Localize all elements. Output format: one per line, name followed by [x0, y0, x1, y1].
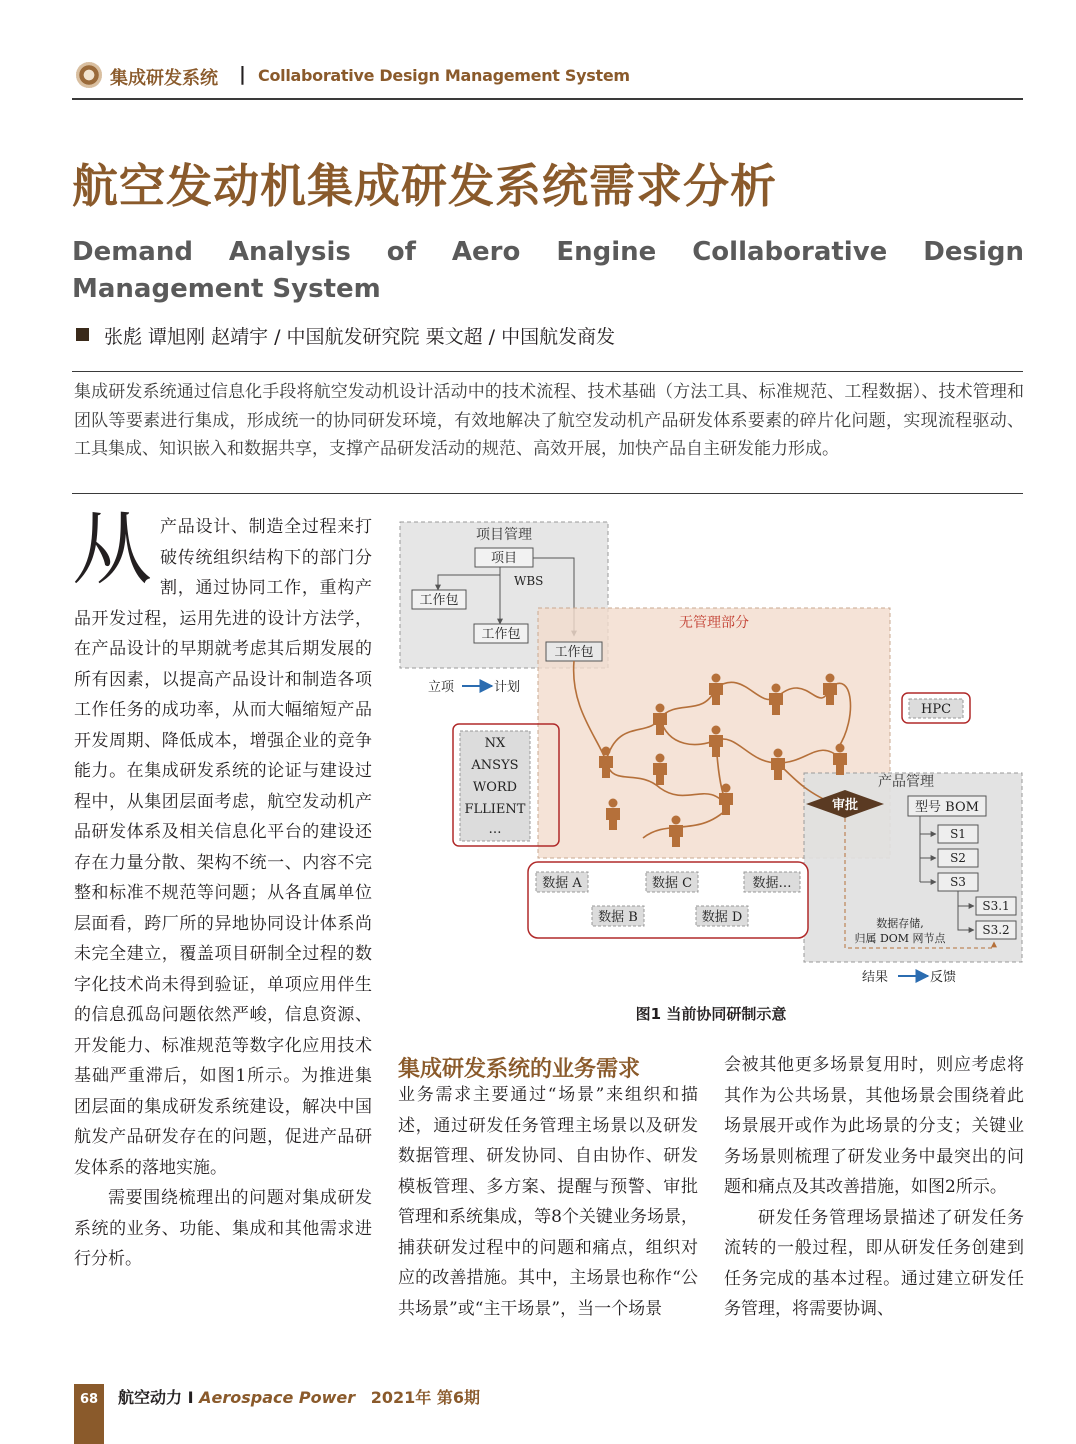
journal-name-cn: 航空动力 [118, 1388, 183, 1407]
hpc-text: HPC [920, 702, 952, 717]
page-number: 68 [79, 1392, 99, 1407]
figure-1-diagram [398, 518, 1026, 998]
paragraph: 会被其他更多场景复用时，则应考虑将其作为公共场景，其他场景会围绕着此场景展开或作为此场景的分支；关键业务场景则梳理了研发业务中最突出的问题和痛点及其改善措施，如图2所示。 [724, 1055, 1024, 1197]
storage-note-1: 数据存储, [876, 917, 924, 930]
column-2 [398, 1080, 698, 1324]
figure-caption: 图1 当前协同研制示意 [635, 1005, 787, 1023]
paragraph: 研发任务管理场景描述了研发任务流转的一般过程，即从研发任务创建到任务完成的基本过程。通过建立研发任务管理，将需要协调、 [724, 1207, 1024, 1319]
unmanaged-label: 无管理部分 [679, 615, 749, 631]
project-text: 项目 [490, 551, 518, 566]
flow-result-label: 结果 [862, 970, 889, 985]
paragraph [72, 503, 372, 1183]
section-separator: | [239, 63, 246, 85]
s2-text: S2 [950, 851, 966, 865]
product-mgmt-label: 产品管理 [878, 774, 934, 790]
column-3 [724, 1050, 1024, 1325]
storage-note-2: 归属 DOM 网节点 [854, 932, 946, 945]
work-package-text-2: 工作包 [481, 627, 521, 642]
tool-item: ANSYS [471, 758, 519, 773]
journal-name-en: Aerospace Power [199, 1388, 356, 1407]
flow-feedback-label: 反馈 [930, 970, 957, 985]
authors: 张彪 谭旭刚 赵靖宇 / 中国航发研究院 栗文超 / 中国航发商发 [104, 326, 616, 348]
s32-text: S3.2 [982, 923, 1010, 937]
author-marker-icon [76, 328, 89, 341]
paragraph-text: 产品设计、制造全过程来打破传统组织结构下的部门分割，通过协同工作，重构产品开发过程，运用先进的设计方法学，在产品设计的早期就考虑其后期发展的所有因素，以提高产品设计和制造各项工作任务的成功率，从而大幅缩短产品开发周期、降低成本，增强企业的竞争能力。在集成研发系统的论证与建设过程中，从集团层面考虑，航空发动机产品研发体系及相关信息化平台的建设还存在力量分散、架构不统一、内容不完整和标准不规范等问题；从各直属单位层面看，跨厂所的异地协同设计体系尚未完全建立，覆盖项目研制全过程的数字化技术尚未得到验证，单项应用伴生的信息孤岛问题依然严峻，信息资源、开发能力、标准规范等数字化应用技术基础严重滞后，如图1所示。为推进集团层面的集成研发系统建设，解决中国航发产品研发存在的问题，促进产品研发体系的落地实施。 [74, 517, 372, 1178]
wbs-label: WBS [514, 574, 544, 588]
s3-text: S3 [950, 875, 966, 889]
section-heading: 集成研发系统的业务需求 [398, 1057, 641, 1082]
header-rule [72, 98, 1023, 100]
work-package-text-3: 工作包 [554, 645, 594, 660]
work-package-text-1: 工作包 [419, 593, 459, 608]
column-1 [72, 503, 372, 1275]
data-c-text: 数据 C [651, 876, 693, 891]
tool-item: WORD [472, 780, 518, 795]
data-b-text: 数据 B [598, 910, 638, 925]
abstract-bottom-rule [72, 493, 1023, 494]
drop-cap: 从 [72, 503, 152, 596]
journal-footer [118, 1385, 480, 1408]
tool-item: FLLIENT [464, 802, 526, 817]
article-title-cn: 航空发动机集成研发系统需求分析 [72, 159, 777, 213]
paragraph: 业务需求主要通过“场景”来组织和描述，通过研发任务管理主场景以及研发数据管理、研发协同、自由协作、研发模板管理、多方案、提醒与预警、审批管理和系统集成，等8个关键业务场景，捕获研发过程中的问题和痛点，组织对应的改善措施。其中，主场景也称作“公共场景”或“主干场景”，当一个场景 [398, 1085, 698, 1319]
s31-text: S3.1 [982, 899, 1010, 913]
tool-item: NX [484, 736, 506, 751]
section-logo-icon [76, 62, 102, 88]
data-a-text: 数据 A [542, 876, 582, 891]
s1-text: S1 [950, 827, 966, 841]
abstract-top-rule [72, 371, 1023, 372]
tool-item: … [488, 822, 502, 837]
data-d-text: 数据 D [701, 910, 743, 925]
data-more-text: 数据… [752, 876, 792, 891]
journal-issue: 2021年 第6期 [370, 1388, 480, 1407]
abstract: 集成研发系统通过信息化手段将航空发动机设计活动中的技术流程、技术基础（方法工具、标准规范、工程数据）、技术管理和团队等要素进行集成，形成统一的协同研发环境，有效地解决了航空发动机产品研发体系要素的碎片化问题，实现流程驱动、工具集成、知识嵌入和数据共享，支撑产品研发活动的规范、高效开展，加快产品自主研发能力形成。 [74, 382, 1024, 459]
project-mgmt-label: 项目管理 [476, 527, 532, 543]
approve-text: 审批 [831, 798, 859, 813]
bom-text: 型号 BOM [915, 800, 979, 815]
flow-plan-label: 计划 [494, 680, 521, 695]
journal-separator: I [187, 1388, 194, 1407]
section-title-cn: 集成研发系统 [110, 68, 218, 89]
article-title-en: Demand Analysis of Aero Engine Collaborative Design Management System [72, 237, 1024, 304]
paragraph: 需要围绕梳理出的问题对集成研发系统的业务、功能、集成和其他需求进行分析。 [74, 1188, 372, 1269]
section-title-en: Collaborative Design Management System [258, 66, 630, 85]
flow-start-label: 立项 [428, 680, 455, 695]
